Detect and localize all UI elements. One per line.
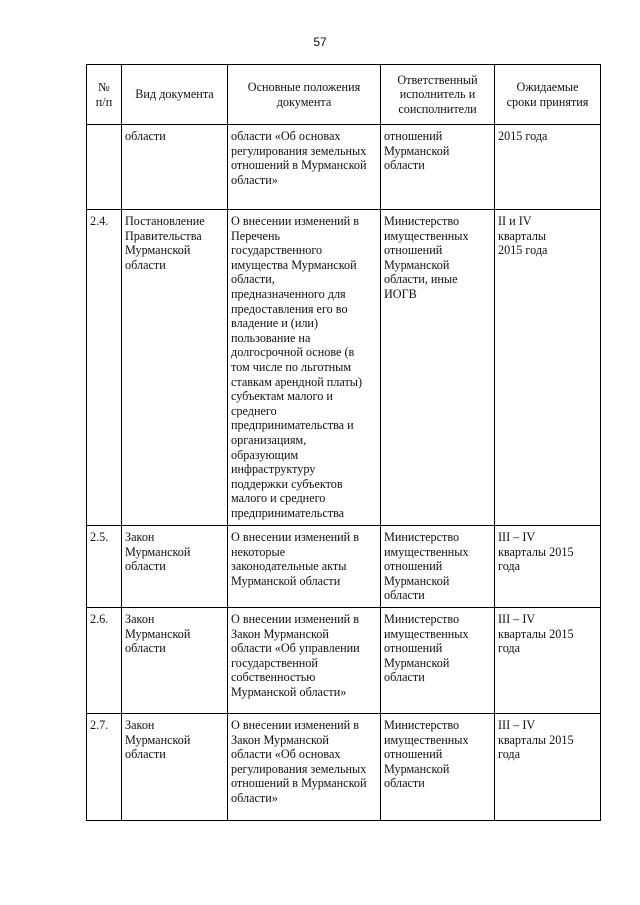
table-row bbox=[87, 526, 601, 608]
header-doc-type: Вид документа bbox=[122, 65, 228, 125]
row-provisions: О внесении изменений в Перечень государственного имущества Мурманской области, предназначенного для предоставления его во владение и (или) пользование на долгосрочной основе (в том числе по льготным ставкам арендной платы) субъектам малого и среднего предпринимательства и организациям, образующим инфраструктуру поддержки субъектов малого и среднего предпринимательства bbox=[228, 210, 381, 526]
row-provisions: области «Об основах регулирования земельных отношений в Мурманской области» bbox=[228, 125, 381, 210]
row-executor: отношений Мурманской области bbox=[381, 125, 495, 210]
row-number: 2.7. bbox=[87, 713, 122, 820]
row-number: 2.5. bbox=[87, 526, 122, 608]
row-number bbox=[87, 125, 122, 210]
row-doc-type: Закон Мурманской области bbox=[122, 713, 228, 820]
row-provisions: О внесении изменений в некоторые законодательные акты Мурманской области bbox=[228, 526, 381, 608]
header-deadline: Ожидаемые сроки принятия bbox=[495, 65, 601, 125]
table-row bbox=[87, 210, 601, 526]
row-executor: Министерство имущественных отношений Мурманской области bbox=[381, 713, 495, 820]
row-provisions: О внесении изменений в Закон Мурманской области «Об управлении государственной собственностью Мурманской области» bbox=[228, 607, 381, 713]
row-deadline: III – IV кварталы 2015 года bbox=[495, 713, 601, 820]
row-executor: Министерство имущественных отношений Мурманской области, иные ИОГВ bbox=[381, 210, 495, 526]
header-provisions: Основные положения документа bbox=[228, 65, 381, 125]
row-doc-type: Закон Мурманской области bbox=[122, 526, 228, 608]
row-number: 2.6. bbox=[87, 607, 122, 713]
row-executor: Министерство имущественных отношений Мурманской области bbox=[381, 526, 495, 608]
header-number: № п/п bbox=[87, 65, 122, 125]
table-header-row bbox=[87, 65, 601, 125]
table-row bbox=[87, 713, 601, 820]
row-deadline: III – IV кварталы 2015 года bbox=[495, 526, 601, 608]
row-number: 2.4. bbox=[87, 210, 122, 526]
row-deadline: III – IV кварталы 2015 года bbox=[495, 607, 601, 713]
table-row bbox=[87, 125, 601, 210]
row-provisions: О внесении изменений в Закон Мурманской области «Об основах регулирования земельных отношений в Мурманской области» bbox=[228, 713, 381, 820]
row-executor: Министерство имущественных отношений Мурманской области bbox=[381, 607, 495, 713]
document-table bbox=[86, 64, 601, 821]
row-deadline: 2015 года bbox=[495, 125, 601, 210]
header-executor: Ответственный исполнитель и соисполнители bbox=[381, 65, 495, 125]
row-deadline: II и IV кварталы 2015 года bbox=[495, 210, 601, 526]
row-doc-type: Закон Мурманской области bbox=[122, 607, 228, 713]
table-row bbox=[87, 607, 601, 713]
row-doc-type: области bbox=[122, 125, 228, 210]
row-doc-type: Постановление Правительства Мурманской области bbox=[122, 210, 228, 526]
page-number: 57 bbox=[313, 35, 327, 49]
